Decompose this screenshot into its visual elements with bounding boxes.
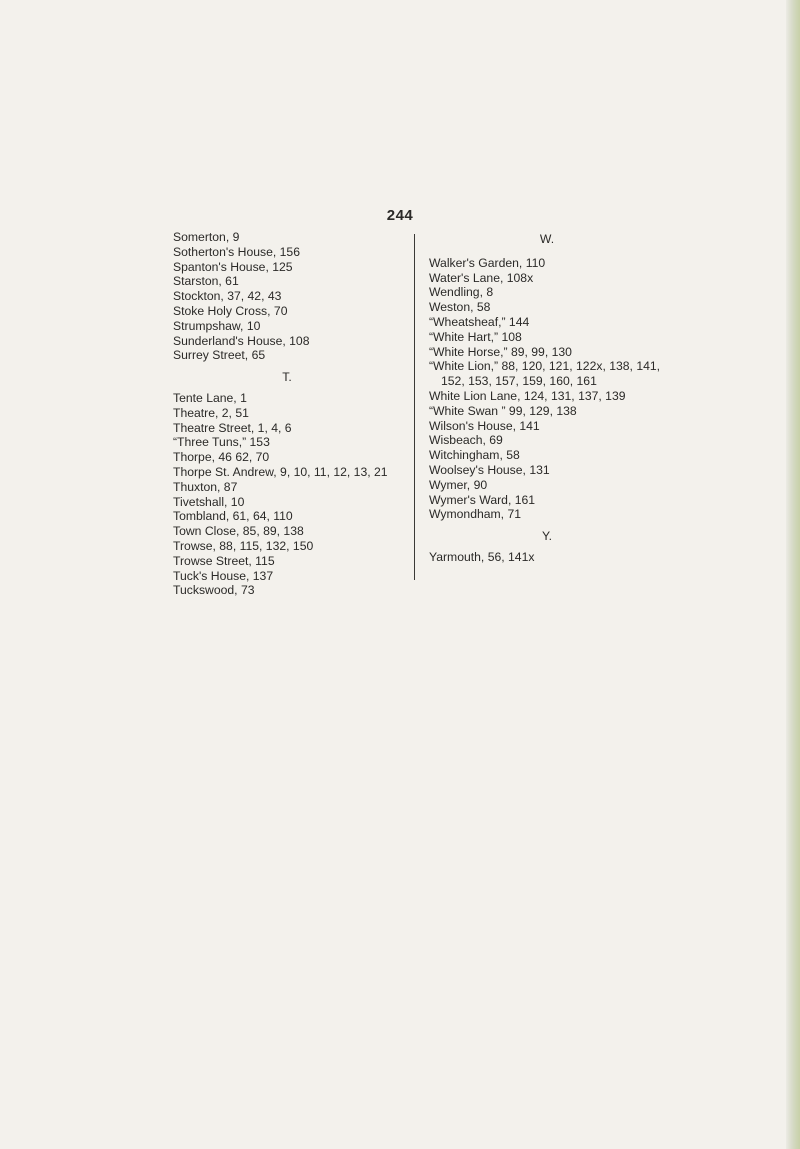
index-entry: Wilson's House, 141 xyxy=(429,418,540,433)
index-entry: Spanton's House, 125 xyxy=(173,259,293,274)
index-entry: Tente Lane, 1 xyxy=(173,390,247,405)
index-entry: “White Hart,” 108 xyxy=(429,329,522,344)
index-group-y xyxy=(429,550,665,565)
index-entry: Water's Lane, 108x xyxy=(429,270,534,285)
index-entry: Theatre Street, 1, 4, 6 xyxy=(173,420,292,435)
index-column-left xyxy=(173,230,401,598)
index-entry: “White Horse,” 89, 99, 130 xyxy=(429,344,572,359)
index-column-right xyxy=(429,230,665,565)
index-entry: Sotherton's House, 156 xyxy=(173,244,300,259)
index-entry: “Three Tuns,” 153 xyxy=(173,435,270,450)
index-entry: Tivetshall, 10 xyxy=(173,494,245,509)
index-entry: Wymer's Ward, 161 xyxy=(429,492,536,507)
column-divider xyxy=(414,234,415,580)
index-entry: “Wheatsheaf,” 144 xyxy=(429,314,530,329)
index-group-w xyxy=(429,256,665,522)
index-entry: Yarmouth, 56, 141x xyxy=(429,549,535,564)
index-entry: Stoke Holy Cross, 70 xyxy=(173,303,288,318)
index-entry: “White Lion,” 88, 120, 121, 122x, 138, 141, 152, 153, 157, 159, 160, 161 xyxy=(429,359,661,389)
section-letter-y: Y. xyxy=(542,529,552,544)
section-letter-w: W. xyxy=(539,232,555,246)
index-entry: Trowse, 88, 115, 132, 150 xyxy=(173,538,314,553)
index-entry: Wymondham, 71 xyxy=(429,507,522,522)
index-entry: Witchingham, 58 xyxy=(429,448,520,463)
index-entry: Thorpe St. Andrew, 9, 10, 11, 12, 13, 21 xyxy=(173,464,388,479)
index-entry: Wymer, 90 xyxy=(429,477,488,492)
page-edge xyxy=(786,0,800,1149)
index-group-s xyxy=(173,230,401,363)
index-entry: White Lion Lane, 124, 131, 137, 139 xyxy=(429,388,626,403)
index-entry: Surrey Street, 65 xyxy=(173,348,266,363)
index-entry: Walker's Garden, 110 xyxy=(429,255,546,270)
index-entry: Wisbeach, 69 xyxy=(429,433,503,448)
index-entry: Weston, 58 xyxy=(429,300,491,315)
index-group-t xyxy=(173,391,401,598)
index-entry: Town Close, 85, 89, 138 xyxy=(173,524,304,539)
index-entry: Tuckswood, 73 xyxy=(173,583,255,598)
index-entry: Trowse Street, 115 xyxy=(173,553,275,568)
index-entry: Thorpe, 46 62, 70 xyxy=(173,450,270,465)
index-entry: Starston, 61 xyxy=(173,274,239,289)
index-entry: Tombland, 61, 64, 110 xyxy=(173,509,293,524)
index-entry: Somerton, 9 xyxy=(173,230,240,244)
index-entry: Stockton, 37, 42, 43 xyxy=(173,289,282,304)
index-entry: Wendling, 8 xyxy=(429,285,494,300)
page-number: 244 xyxy=(386,207,414,224)
index-entry: Thuxton, 87 xyxy=(173,479,238,494)
index-entry: Strumpshaw, 10 xyxy=(173,318,261,333)
index-entry: Sunderland's House, 108 xyxy=(173,333,310,348)
section-letter-t: T. xyxy=(282,370,292,385)
index-entry: Theatre, 2, 51 xyxy=(173,405,249,420)
index-entry: “White Swan ” 99, 129, 138 xyxy=(429,403,577,418)
index-entry: Woolsey's House, 131 xyxy=(429,462,550,477)
index-entry: Tuck's House, 137 xyxy=(173,568,274,583)
